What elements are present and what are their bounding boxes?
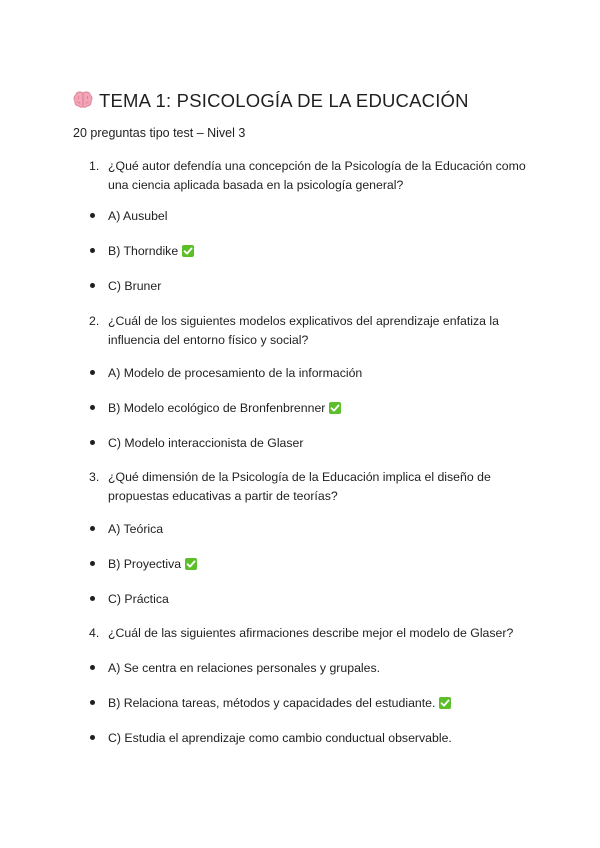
option-3a [89,520,163,538]
question-1 [89,157,529,194]
option-label: C) Modelo interaccionista de Glaser [108,436,304,450]
option-label: B) Proyectiva [108,557,182,571]
question-text: ¿Qué dimensión de la Psicología de la Educación implica el diseño de propuestas educativas a partir de teorías? [108,470,491,503]
bullet [90,370,95,375]
bullet [90,283,95,288]
option-label: A) Ausubel [108,209,168,223]
question-3 [89,468,529,505]
option-label: A) Modelo de procesamiento de la información [108,366,363,380]
question-2 [89,312,529,349]
option-4c [89,729,452,747]
check-mark-icon [329,402,341,414]
bullet [90,248,95,253]
check-mark-icon [439,697,451,709]
subtitle: 20 preguntas tipo test – Nivel 3 [73,126,246,140]
bullet [90,561,95,566]
option-label: B) Thorndike [108,244,179,258]
bullet [90,596,95,601]
option-label: C) Estudia el aprendizaje como cambio conductual observable. [108,731,452,745]
option-label: C) Práctica [108,592,169,606]
option-3b [89,555,197,573]
bullet [90,440,95,445]
bullet [90,700,95,705]
question-text: ¿Qué autor defendía una concepción de la Psicología de la Educación como una ciencia aplicada basada en la psicología general? [108,159,526,192]
option-2a [89,364,362,382]
option-2b [89,399,341,417]
option-1b [89,242,194,260]
option-1a [89,207,167,225]
bullet [90,526,95,531]
option-4a [89,659,380,677]
question-text: ¿Cuál de los siguientes modelos explicativos del aprendizaje enfatiza la influencia del entorno físico y social? [108,314,499,347]
bullet [90,735,95,740]
option-label: B) Modelo ecológico de Bronfenbrenner [108,401,326,415]
option-label: A) Teórica [108,522,164,536]
question-number: 3. [89,470,100,484]
option-2c [89,434,303,452]
option-label: B) Relaciona tareas, métodos y capacidades del estudiante. [108,696,436,710]
check-mark-icon [185,558,197,570]
question-number: 2. [89,314,100,328]
page-title [73,90,469,114]
option-3c [89,590,169,608]
option-label: C) Bruner [108,279,162,293]
question-number: 4. [89,626,100,640]
bullet [90,213,95,218]
option-label: A) Se centra en relaciones personales y grupales. [108,661,381,675]
bullet [90,665,95,670]
question-text: ¿Cuál de las siguientes afirmaciones describe mejor el modelo de Glaser? [108,626,514,640]
brain-icon [73,91,93,114]
check-mark-icon [182,245,194,257]
page-title-text: TEMA 1: PSICOLOGÍA DE LA EDUCACIÓN [99,90,469,111]
option-4b [89,694,451,712]
question-4 [89,624,529,643]
option-1c [89,277,161,295]
question-number: 1. [89,159,100,173]
bullet [90,405,95,410]
